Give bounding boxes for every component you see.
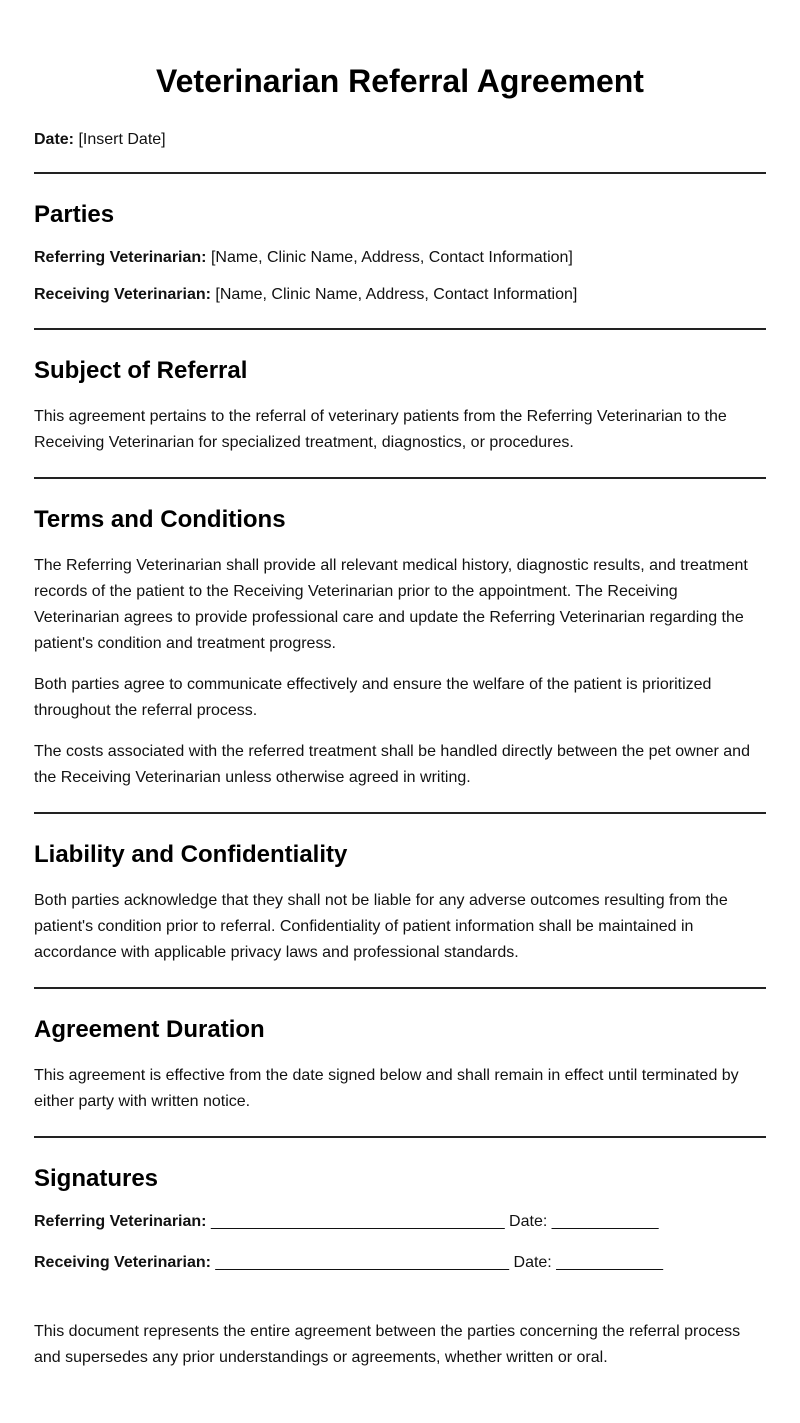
receiving-signature-label: Receiving Veterinarian: — [34, 1254, 211, 1271]
date-line — [34, 129, 766, 151]
signatures-heading: Signatures — [34, 1165, 159, 1192]
liability-section — [34, 840, 766, 987]
divider — [34, 477, 766, 479]
receiving-signature-blank: _________________________________ Date: ____________ — [210, 1254, 663, 1271]
parties-section — [34, 200, 766, 328]
referring-veterinarian-field — [34, 247, 766, 269]
receiving-veterinarian-field — [34, 284, 766, 306]
duration-section — [34, 1015, 766, 1136]
terms-section — [34, 505, 766, 812]
subject-paragraph: This agreement pertains to the referral of veterinary patients from the Referring Veterinarian to the Receiving Veterinarian for specialized treatment, diagnostics, or procedures. — [34, 408, 727, 451]
referring-veterinarian-value: [Name, Clinic Name, Address, Contact Information] — [206, 249, 573, 266]
subject-heading: Subject of Referral — [34, 357, 248, 384]
divider — [34, 1136, 766, 1138]
terms-paragraph: Both parties agree to communicate effectively and ensure the welfare of the patient is prioritized throughout the referral process. — [34, 676, 712, 719]
referring-veterinarian-label: Referring Veterinarian: — [34, 249, 207, 266]
receiving-veterinarian-label: Receiving Veterinarian: — [34, 286, 211, 303]
duration-heading: Agreement Duration — [34, 1016, 265, 1043]
closing-paragraph: This document represents the entire agreement between the parties concerning the referral process and supersedes any prior understandings or agreements, whether written or oral. — [34, 1323, 741, 1366]
date-label: Date: — [34, 131, 75, 148]
receiving-signature-line — [34, 1252, 766, 1274]
parties-heading: Parties — [34, 201, 115, 228]
terms-heading: Terms and Conditions — [34, 506, 286, 533]
divider — [34, 172, 766, 174]
divider — [34, 987, 766, 989]
date-value: [Insert Date] — [74, 131, 166, 148]
receiving-veterinarian-value: [Name, Clinic Name, Address, Contact Information] — [210, 286, 578, 303]
referring-signature-blank: _________________________________ Date: ____________ — [206, 1213, 659, 1230]
liability-heading: Liability and Confidentiality — [34, 841, 348, 868]
divider — [34, 812, 766, 814]
terms-paragraph: The Referring Veterinarian shall provide all relevant medical history, diagnostic results, and treatment records of the patient to the Receiving Veterinarian prior to the appointment. The Receiving Veterinarian agrees to provide professional care and update the Referring Veterinarian regarding the patient's condition and treatment progress. — [34, 557, 748, 652]
subject-section — [34, 356, 766, 477]
duration-paragraph: This agreement is effective from the date signed below and shall remain in effect until terminated by either party with written notice. — [34, 1067, 739, 1110]
signatures-section — [34, 1164, 766, 1274]
divider — [34, 328, 766, 330]
document-title: Veterinarian Referral Agreement — [156, 63, 644, 99]
liability-paragraph: Both parties acknowledge that they shall not be liable for any adverse outcomes resulting from the patient's condition prior to referral. Confidentiality of patient information shall be maintained in accordance with applicable privacy laws and professional standards. — [34, 892, 728, 961]
terms-paragraph: The costs associated with the referred treatment shall be handled directly between the pet owner and the Receiving Veterinarian unless otherwise agreed in writing. — [34, 743, 750, 786]
referring-signature-line — [34, 1211, 766, 1233]
referring-signature-label: Referring Veterinarian: — [34, 1213, 207, 1230]
